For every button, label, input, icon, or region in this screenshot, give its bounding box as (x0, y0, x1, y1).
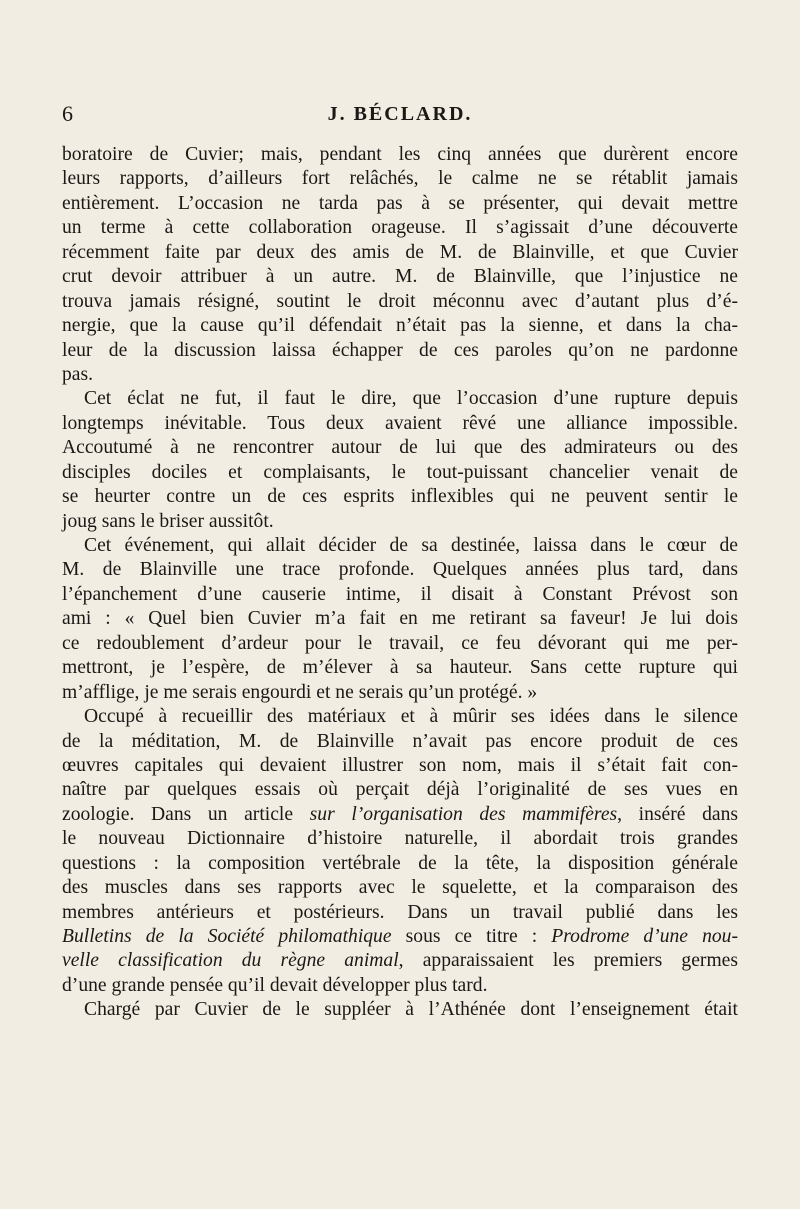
text-line: leurs rapports, d’ailleurs fort relâchés, le calme ne se rétablit jamais (62, 168, 738, 190)
text-run: zoologie. Dans un article (62, 803, 310, 825)
text-line: un terme à cette collaboration orageuse. Il s’agissait d’une découverte (62, 217, 738, 239)
text-line (62, 949, 738, 973)
text-line: m’afflige, je me serais engourdi et ne serais qu’un protégé. » (62, 681, 538, 703)
work-title-continued: velle classification du règne animal (62, 950, 399, 972)
text-line: se heurter contre un de ces esprits inflexibles qui ne peuvent sentir le (62, 486, 738, 508)
text-line: ce redoublement d’ardeur pour le travail, ce feu dévorant qui me per- (62, 632, 738, 654)
text-line: questions : la composition vertébrale de la tête, la disposition générale (62, 852, 738, 874)
text-line: des muscles dans ses rapports avec le squelette, et la comparaison des (62, 877, 738, 899)
text-line: crut devoir attribuer à un autre. M. de Blainville, que l’injustice ne (62, 266, 738, 288)
text-line: Chargé par Cuvier de le suppléer à l’Athénée dont l’enseignement était (84, 999, 738, 1021)
text-line: longtemps inévitable. Tous deux avaient rêvé une alliance impossible. (62, 412, 738, 434)
text-line: nergie, que la cause qu’il défendait n’était pas la sienne, et dans la cha- (62, 315, 738, 337)
text-line: œuvres capitales qui devaient illustrer son nom, mais il s’était fait con- (62, 754, 738, 776)
text-line: Cet événement, qui allait décider de sa destinée, laissa dans le cœur de (84, 535, 738, 556)
text-line: ami : « Quel bien Cuvier m’a fait en me retirant sa faveur! Je lui dois (62, 608, 738, 630)
text-line: M. de Blainville une trace profonde. Quelques années plus tard, dans (62, 559, 738, 581)
text-line: entièrement. L’occasion ne tarda pas à se présenter, qui devait mettre (62, 192, 738, 214)
text-line: disciples dociles et complaisants, le tout-puissant chancelier venait de (62, 461, 738, 483)
text-line: l’épanchement d’une causerie intime, il disait à Constant Prévost son (62, 583, 738, 605)
text-line (62, 925, 738, 949)
text-line: de la méditation, M. de Blainville n’avait pas encore produit de ces (62, 730, 738, 752)
text-line: Occupé à recueillir des matériaux et à mûrir ses idées dans le silence (84, 706, 738, 728)
running-head: J. BÉCLARD. (327, 103, 473, 125)
article-title: sur l’organisation des mammifères (309, 803, 618, 825)
text-line: mettront, je l’espère, de m’élever à sa hauteur. Sans cette rupture qui (62, 657, 738, 679)
text-line: trouva jamais résigné, soutint le droit méconnu avec d’autant plus d’é- (62, 290, 738, 312)
text-line: le nouveau Dictionnaire d’histoire naturelle, il abordait trois grandes (62, 828, 738, 850)
text-line: Accoutumé à ne rencontrer autour de lui que des admirateurs ou des (62, 437, 738, 459)
text-run: , inséré dans (617, 803, 738, 825)
text-line: membres antérieurs et postérieurs. Dans un travail publié dans les (62, 901, 738, 923)
text-line: boratoire de Cuvier; mais, pendant les cinq années que durèrent encore (62, 144, 738, 165)
work-title: Prodrome d’une nou- (551, 926, 739, 947)
text-line: pas. (62, 363, 94, 385)
text-line: joug sans le briser aussitôt. (62, 510, 274, 532)
text-line: leur de la discussion laissa échapper de ces paroles qu’on ne pardonne (62, 339, 738, 361)
text-line: Cet éclat ne fut, il faut le dire, que l’occasion d’une rupture depuis (84, 388, 738, 410)
page-number: 6 (62, 101, 73, 126)
text-run: sous ce titre : (391, 926, 552, 947)
publication-title: Bulletins de la Société philomathique (62, 926, 392, 947)
text-line: récemment faite par deux des amis de M. de Blainville, et que Cuvier (62, 241, 738, 263)
text-line: d’une grande pensée qu’il devait développer plus tard. (62, 974, 488, 996)
text-line: naître par quelques essais où perçait déjà l’originalité de ses vues en (62, 779, 738, 801)
body-text (62, 143, 738, 1023)
text-run: , apparaissaient les premiers germes (398, 950, 739, 972)
text-line (62, 803, 738, 827)
